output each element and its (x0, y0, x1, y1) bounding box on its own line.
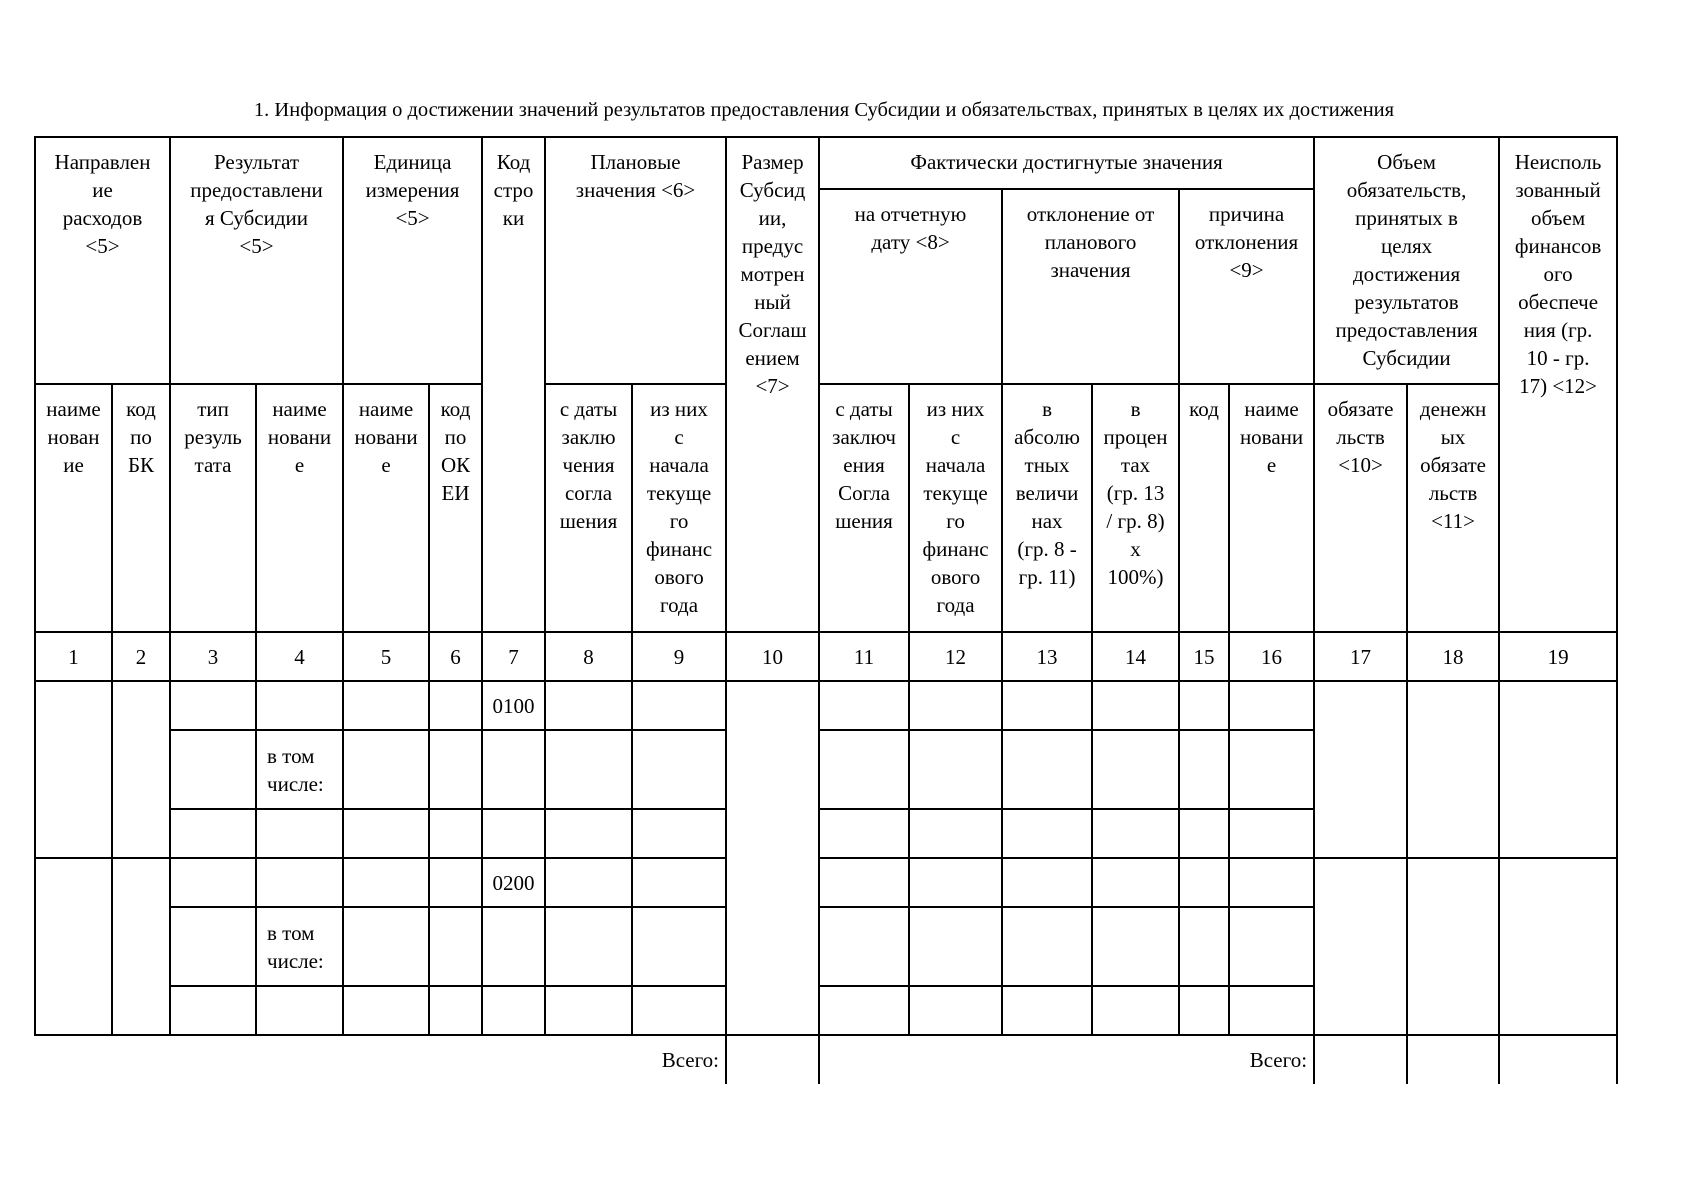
header-oblig-obligations: обязате льств <10> (1314, 384, 1407, 632)
line-code-cell: 0100 (482, 681, 545, 730)
column-number: 7 (482, 632, 545, 681)
column-number: 18 (1407, 632, 1499, 681)
header-unused: Неисполь зованный объем финансов ого обеспече ния (гр. 10 - гр. 17) <12> (1499, 137, 1617, 632)
header-deviation: отклонение от планового значения (1002, 189, 1179, 384)
cell-oblig-monetary[interactable] (1407, 858, 1499, 1035)
total-label: Всего: (35, 1035, 726, 1084)
column-number: 14 (1092, 632, 1179, 681)
cell-unit-name[interactable] (343, 730, 429, 809)
header-act-from-agreement: с даты заключ ения Согла шения (819, 384, 909, 632)
cell-reason-code[interactable] (1179, 730, 1229, 809)
header-unit-okei: код по ОК ЕИ (429, 384, 482, 632)
header-res-name: наиме новани е (256, 384, 343, 632)
total-label-actual: Всего: (819, 1035, 1314, 1084)
cell-res-name[interactable] (256, 809, 343, 858)
cell-act-agreement[interactable] (819, 986, 909, 1035)
cell-act-agreement[interactable] (819, 907, 909, 986)
cell-act-year[interactable] (909, 809, 1002, 858)
header-unit-name: наиме новани е (343, 384, 429, 632)
cell-dev-abs[interactable] (1002, 681, 1092, 730)
cell-unit-name[interactable] (343, 986, 429, 1035)
cell-dev-abs[interactable] (1002, 730, 1092, 809)
cell-subsidy-size[interactable] (726, 681, 819, 1035)
cell-unit-name[interactable] (343, 858, 429, 907)
cell-unit-okei[interactable] (429, 907, 482, 986)
column-number: 6 (429, 632, 482, 681)
header-dev-pct: в процен тах (гр. 13 / гр. 8) x 100%) (1092, 384, 1179, 632)
cell-reason-code[interactable] (1179, 986, 1229, 1035)
cell-act-year[interactable] (909, 986, 1002, 1035)
total-monetary-cell[interactable] (1407, 1035, 1499, 1084)
cell-plan-year[interactable] (632, 907, 726, 986)
header-reason-name: наиме новани е (1229, 384, 1314, 632)
including-label: в том числе: (256, 730, 343, 809)
header-unit: Единица измерения <5> (343, 137, 482, 384)
cell-line-code[interactable] (482, 809, 545, 858)
cell-reason-name[interactable] (1229, 681, 1314, 730)
cell-oblig-obligations[interactable] (1314, 858, 1407, 1035)
cell-unit-name[interactable] (343, 681, 429, 730)
cell-res-name[interactable] (256, 858, 343, 907)
header-direction: Направлен ие расходов <5> (35, 137, 170, 384)
column-number: 4 (256, 632, 343, 681)
column-number: 15 (1179, 632, 1229, 681)
header-plan-from-agreement: с даты заклю чения согла шения (545, 384, 632, 632)
cell-dev-abs[interactable] (1002, 809, 1092, 858)
column-number: 10 (726, 632, 819, 681)
total-subsidy-cell[interactable] (726, 1035, 819, 1084)
report-table (34, 136, 1618, 1084)
header-reason: причина отклонения <9> (1179, 189, 1314, 384)
cell-reason-name[interactable] (1229, 986, 1314, 1035)
cell-unit-okei[interactable] (429, 858, 482, 907)
cell-plan-agreement[interactable] (545, 986, 632, 1035)
cell-dir-name[interactable] (35, 858, 112, 1035)
cell-act-year[interactable] (909, 858, 1002, 907)
table-row (35, 858, 1617, 907)
column-number: 17 (1314, 632, 1407, 681)
column-number: 11 (819, 632, 909, 681)
cell-dev-abs[interactable] (1002, 986, 1092, 1035)
cell-dir-code[interactable] (112, 681, 170, 858)
cell-line-code[interactable] (482, 907, 545, 986)
cell-act-agreement[interactable] (819, 858, 909, 907)
cell-reason-code[interactable] (1179, 809, 1229, 858)
cell-res-type[interactable] (170, 681, 256, 730)
cell-dev-pct[interactable] (1092, 681, 1179, 730)
cell-dev-pct[interactable] (1092, 858, 1179, 907)
cell-dev-pct[interactable] (1092, 986, 1179, 1035)
cell-unit-okei[interactable] (429, 809, 482, 858)
cell-dir-name[interactable] (35, 681, 112, 858)
header-line-code: Код стро ки (482, 137, 545, 632)
cell-unused[interactable] (1499, 681, 1617, 858)
cell-act-agreement[interactable] (819, 681, 909, 730)
cell-plan-year[interactable] (632, 858, 726, 907)
cell-plan-agreement[interactable] (545, 907, 632, 986)
cell-act-agreement[interactable] (819, 809, 909, 858)
cell-plan-agreement[interactable] (545, 809, 632, 858)
cell-plan-agreement[interactable] (545, 681, 632, 730)
cell-dev-pct[interactable] (1092, 730, 1179, 809)
cell-oblig-monetary[interactable] (1407, 681, 1499, 858)
cell-res-name[interactable] (256, 681, 343, 730)
document-title: 1. Информация о достижении значений результатов предоставления Субсидии и обязательствах, принятых в целях их достижения (253, 99, 1395, 121)
cell-line-code[interactable] (482, 986, 545, 1035)
cell-plan-year[interactable] (632, 986, 726, 1035)
line-code-cell: 0200 (482, 858, 545, 907)
cell-reason-code[interactable] (1179, 858, 1229, 907)
cell-act-agreement[interactable] (819, 730, 909, 809)
column-number: 2 (112, 632, 170, 681)
column-number: 9 (632, 632, 726, 681)
cell-reason-code[interactable] (1179, 907, 1229, 986)
header-planned: Плановые значения <6> (545, 137, 726, 384)
column-number: 5 (343, 632, 429, 681)
column-number: 8 (545, 632, 632, 681)
total-row (35, 1035, 1617, 1084)
cell-act-year[interactable] (909, 730, 1002, 809)
including-label: в том числе: (256, 907, 343, 986)
cell-line-code[interactable] (482, 730, 545, 809)
cell-plan-agreement[interactable] (545, 858, 632, 907)
column-number: 3 (170, 632, 256, 681)
table-row (35, 681, 1617, 730)
cell-plan-year[interactable] (632, 681, 726, 730)
cell-act-year[interactable] (909, 907, 1002, 986)
cell-plan-agreement[interactable] (545, 730, 632, 809)
cell-reason-name[interactable] (1229, 858, 1314, 907)
cell-res-name[interactable] (256, 986, 343, 1035)
cell-unit-name[interactable] (343, 809, 429, 858)
header-dir-code: код по БК (112, 384, 170, 632)
header-reason-code: код (1179, 384, 1229, 632)
cell-dev-abs[interactable] (1002, 907, 1092, 986)
cell-reason-name[interactable] (1229, 907, 1314, 986)
cell-res-type[interactable] (170, 986, 256, 1035)
cell-dir-code[interactable] (112, 858, 170, 1035)
column-number: 1 (35, 632, 112, 681)
column-number: 16 (1229, 632, 1314, 681)
cell-oblig-obligations[interactable] (1314, 681, 1407, 858)
cell-reason-name[interactable] (1229, 809, 1314, 858)
cell-unit-okei[interactable] (429, 681, 482, 730)
cell-res-type[interactable] (170, 907, 256, 986)
total-oblig-cell[interactable] (1314, 1035, 1407, 1084)
total-unused-cell[interactable] (1499, 1035, 1617, 1084)
header-obligations: Объем обязательств, принятых в целях достижения результатов предоставления Субсидии (1314, 137, 1499, 384)
cell-act-year[interactable] (909, 681, 1002, 730)
header-act-from-year: из них с начала текуще го финанс ового года (909, 384, 1002, 632)
cell-unused[interactable] (1499, 858, 1617, 1035)
header-actual: Фактически достигнутые значения (819, 137, 1314, 189)
cell-plan-year[interactable] (632, 809, 726, 858)
cell-dev-abs[interactable] (1002, 858, 1092, 907)
cell-plan-year[interactable] (632, 730, 726, 809)
cell-res-type[interactable] (170, 730, 256, 809)
cell-unit-okei[interactable] (429, 986, 482, 1035)
cell-reason-name[interactable] (1229, 730, 1314, 809)
cell-reason-code[interactable] (1179, 681, 1229, 730)
cell-unit-name[interactable] (343, 907, 429, 986)
cell-res-type[interactable] (170, 858, 256, 907)
header-result: Результат предоставлени я Субсидии <5> (170, 137, 343, 384)
cell-res-type[interactable] (170, 809, 256, 858)
header-dev-abs: в абсолю тных величи нах (гр. 8 - гр. 11) (1002, 384, 1092, 632)
cell-dev-pct[interactable] (1092, 907, 1179, 986)
header-res-type: тип резуль тата (170, 384, 256, 632)
cell-unit-okei[interactable] (429, 730, 482, 809)
header-subsidy-size: Размер Субсид ии, предус мотрен ный Соглаш ением <7> (726, 137, 819, 632)
header-plan-from-year: из них с начала текуще го финанс ового года (632, 384, 726, 632)
column-number: 19 (1499, 632, 1617, 681)
header-dir-name: наиме нован ие (35, 384, 112, 632)
cell-dev-pct[interactable] (1092, 809, 1179, 858)
header-actual-at-date: на отчетную дату <8> (819, 189, 1002, 384)
column-number: 12 (909, 632, 1002, 681)
header-oblig-monetary: денежн ых обязате льств <11> (1407, 384, 1499, 632)
column-number: 13 (1002, 632, 1092, 681)
